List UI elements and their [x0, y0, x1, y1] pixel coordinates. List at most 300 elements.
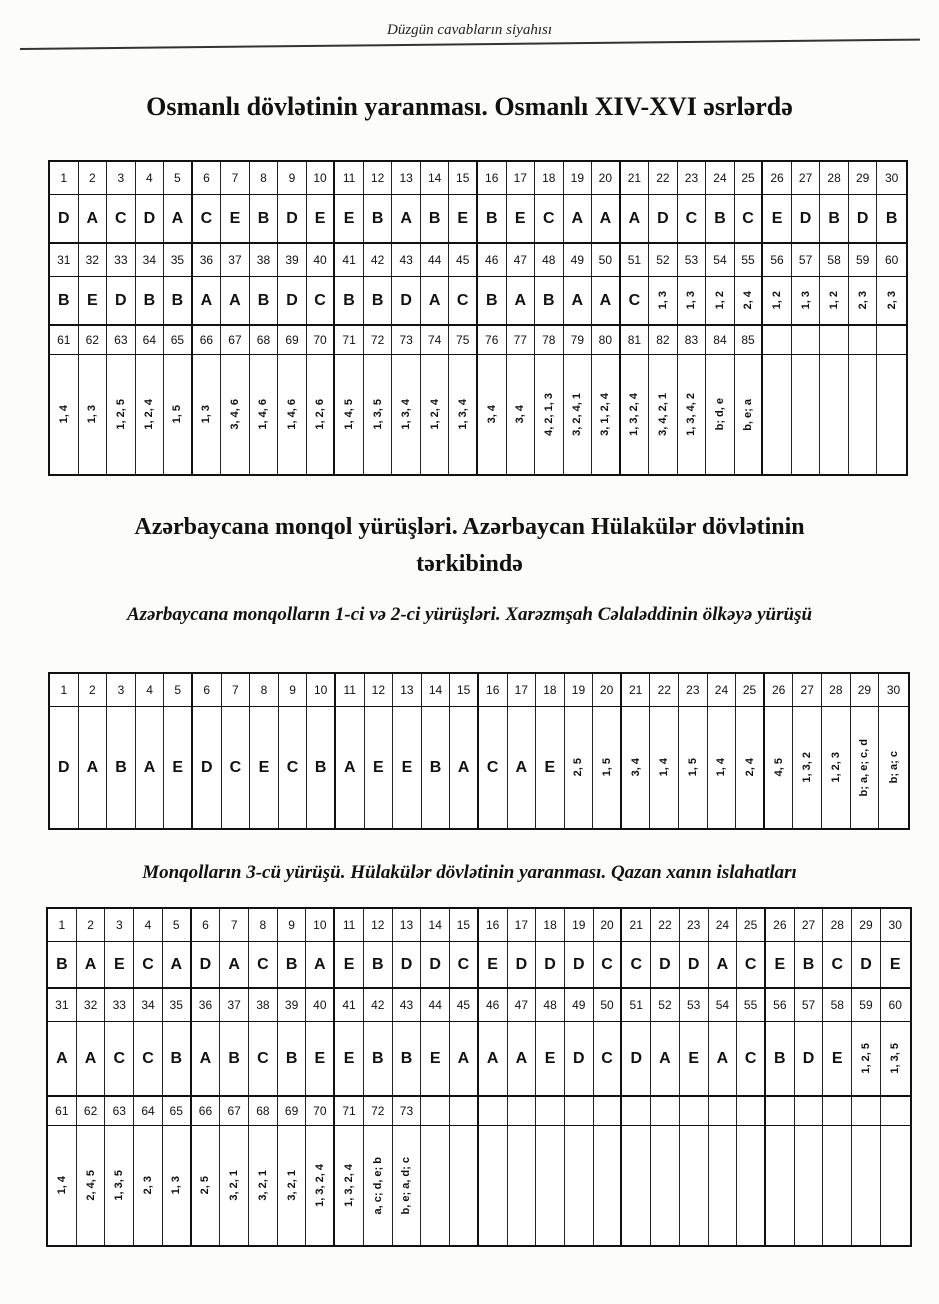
question-number: 21 — [628, 683, 643, 697]
question-number-cell — [795, 1097, 824, 1125]
answer-value: 1, 4, 5 — [343, 399, 356, 430]
question-number: 13 — [400, 683, 414, 697]
answer-value: E — [889, 955, 901, 973]
question-number-cell — [79, 162, 108, 194]
answer-cell — [450, 1022, 479, 1095]
question-number: 71 — [342, 333, 356, 347]
answer-cell — [795, 1022, 824, 1095]
question-number-cell — [335, 244, 364, 276]
question-number: 82 — [656, 333, 670, 347]
answer-cell — [307, 707, 336, 828]
answer-cell — [735, 195, 764, 242]
question-number-cell — [479, 1097, 508, 1125]
answer-value: 1, 3, 5 — [889, 1043, 902, 1074]
question-number-cell — [564, 162, 593, 194]
question-number: 8 — [260, 683, 268, 697]
answer-cell — [306, 942, 335, 987]
answer-value: B — [285, 1049, 298, 1067]
question-number: 59 — [855, 253, 870, 267]
answer-value: A — [86, 758, 99, 776]
question-number-cell — [594, 989, 623, 1021]
subsection-b-title: Monqolların 3-cü yürüşü. Hülakülər dövlətinin yaranması. Qazan xanın islahatları — [142, 862, 797, 883]
question-number: 31 — [57, 253, 71, 267]
question-number-cell — [249, 989, 278, 1021]
question-number: 15 — [456, 918, 471, 932]
question-number: 63 — [114, 333, 128, 347]
answer-cell — [164, 195, 193, 242]
question-number: 29 — [855, 171, 870, 185]
answer-cell — [478, 355, 507, 474]
answer-cell — [136, 707, 165, 828]
question-number: 48 — [542, 253, 556, 267]
question-number: 42 — [370, 253, 385, 267]
answer-value: 1, 2 — [713, 291, 726, 310]
question-number: 58 — [830, 998, 844, 1012]
answer-cell — [535, 195, 564, 242]
question-number: 73 — [399, 1104, 414, 1118]
question-number-cell — [134, 1097, 163, 1125]
answer-value: C — [457, 955, 470, 973]
question-number-cell — [737, 1097, 766, 1125]
question-number: 24 — [715, 918, 730, 932]
answer-cell — [220, 1022, 249, 1095]
question-number-cell — [250, 326, 279, 354]
answer-value: A — [428, 291, 441, 309]
answer-cell — [307, 355, 336, 474]
question-number-cell — [536, 674, 565, 706]
answer-cell — [565, 942, 594, 987]
answer-cell — [536, 1126, 565, 1245]
question-number: 64 — [142, 333, 157, 347]
answer-cell — [421, 355, 450, 474]
table-row — [48, 909, 910, 941]
question-number-cell — [565, 909, 594, 941]
question-number-cell — [536, 909, 565, 941]
question-number-cell — [792, 326, 821, 354]
question-number: 2 — [88, 171, 96, 185]
answer-cell — [763, 277, 792, 324]
answer-cell — [306, 1126, 335, 1245]
question-number-cell — [766, 1097, 795, 1125]
question-number: 10 — [313, 683, 328, 697]
question-number-cell — [820, 244, 849, 276]
answer-value: D — [657, 209, 669, 227]
question-number: 39 — [285, 253, 299, 267]
question-number-cell — [594, 909, 623, 941]
answer-cell — [881, 1022, 910, 1095]
answer-value: E — [343, 1049, 355, 1067]
header-rule — [20, 39, 920, 50]
question-number-cell — [820, 162, 849, 194]
question-number: 54 — [715, 998, 730, 1012]
answer-cell — [508, 1022, 537, 1095]
question-number: 35 — [170, 253, 185, 267]
question-number-cell — [221, 162, 250, 194]
answer-cell — [508, 1126, 537, 1245]
question-number: 81 — [627, 333, 642, 347]
answer-value: A — [571, 209, 584, 227]
answer-cell — [164, 707, 193, 828]
answer-cell — [393, 707, 422, 828]
question-number-cell — [852, 1097, 881, 1125]
question-number: 17 — [514, 683, 528, 697]
question-number-cell — [765, 674, 794, 706]
question-number-cell — [592, 162, 621, 194]
question-number: 53 — [684, 253, 699, 267]
question-number: 11 — [342, 171, 356, 185]
question-number-cell — [335, 909, 364, 941]
answer-value: E — [258, 758, 270, 776]
question-number: 23 — [686, 918, 701, 932]
answer-value: D — [143, 209, 156, 227]
answer-cell — [678, 195, 707, 242]
question-number: 60 — [884, 253, 899, 267]
question-number-cell — [222, 674, 251, 706]
answer-value: b, e; a, d; c — [400, 1156, 413, 1215]
question-number: 16 — [486, 683, 500, 697]
question-number-cell — [364, 162, 393, 194]
question-number: 74 — [427, 333, 442, 347]
question-number-cell — [792, 244, 821, 276]
answer-value: C — [744, 955, 757, 973]
answer-cell — [678, 277, 707, 324]
answer-value: B — [371, 291, 384, 309]
answer-cell — [193, 355, 222, 474]
answer-value: 3, 2, 4, 1 — [571, 393, 584, 436]
answer-cell — [249, 1126, 278, 1245]
table-row — [48, 1021, 910, 1095]
question-number: 64 — [141, 1104, 155, 1118]
table-row — [48, 941, 910, 987]
question-number: 44 — [427, 253, 442, 267]
answer-cell — [335, 277, 364, 324]
question-number: 19 — [572, 918, 586, 932]
question-number-cell — [706, 326, 735, 354]
question-number: 63 — [112, 1104, 126, 1118]
answer-cell — [105, 1126, 134, 1245]
question-number: 4 — [146, 171, 153, 185]
answer-value: D — [115, 291, 127, 309]
question-number-cell — [708, 674, 737, 706]
question-number-cell — [594, 1097, 623, 1125]
section1-answer-table — [48, 160, 908, 476]
answer-value: B — [371, 955, 384, 973]
answer-value: 1, 3, 4 — [400, 399, 413, 430]
question-number-cell — [709, 1097, 738, 1125]
answer-cell — [107, 277, 136, 324]
answer-value: a, c; d, e; b — [371, 1156, 384, 1215]
answer-cell — [564, 355, 593, 474]
question-number-cell — [795, 909, 824, 941]
question-number: 35 — [169, 998, 183, 1012]
answer-value: 1, 4, 6 — [257, 399, 270, 430]
question-number: 46 — [485, 253, 499, 267]
answer-value: 1, 5 — [600, 758, 613, 777]
question-number: 60 — [888, 998, 902, 1012]
question-number-cell — [820, 326, 849, 354]
answer-cell — [680, 1126, 709, 1245]
answer-cell — [220, 1126, 249, 1245]
answer-cell — [250, 707, 279, 828]
answer-value: 1, 3, 2, 4 — [628, 393, 641, 436]
answer-value: 1, 2, 4 — [143, 399, 156, 430]
question-number-cell — [823, 989, 852, 1021]
answer-cell — [852, 1022, 881, 1095]
question-number-cell — [736, 674, 765, 706]
answer-value: E — [429, 1049, 441, 1067]
answer-value: 1, 2 — [771, 291, 784, 310]
answer-value: D — [199, 955, 212, 973]
answer-value: B — [314, 758, 327, 776]
question-number: 54 — [713, 253, 727, 267]
question-number: 26 — [770, 171, 784, 185]
question-number-cell — [651, 909, 680, 941]
answer-value: B — [343, 291, 355, 309]
question-number-cell — [393, 909, 422, 941]
question-number: 36 — [198, 998, 213, 1012]
question-number-cell — [364, 989, 393, 1021]
answer-cell — [364, 1022, 393, 1095]
question-number: 70 — [313, 1104, 327, 1118]
question-number-cell — [479, 909, 508, 941]
table-row — [48, 1125, 910, 1245]
answer-cell — [592, 277, 621, 324]
question-number-cell — [649, 244, 678, 276]
answer-cell — [649, 355, 678, 474]
question-number-cell — [278, 989, 307, 1021]
answer-value: 1, 4 — [55, 1176, 68, 1195]
answer-cell — [622, 1022, 651, 1095]
question-number: 30 — [886, 683, 901, 697]
answer-cell — [193, 707, 222, 828]
question-number-cell — [364, 326, 393, 354]
question-number-cell — [622, 909, 651, 941]
answer-cell — [795, 942, 824, 987]
answer-cell — [79, 707, 108, 828]
question-number: 27 — [801, 918, 816, 932]
answer-value: D — [799, 209, 812, 227]
answer-value: A — [659, 1049, 671, 1067]
question-number-cell — [107, 162, 136, 194]
question-number-cell — [565, 989, 594, 1021]
answer-cell — [881, 942, 910, 987]
question-number-cell — [192, 989, 221, 1021]
question-number-cell — [852, 909, 881, 941]
question-number: 23 — [686, 683, 700, 697]
answer-cell — [107, 195, 136, 242]
answer-value: E — [401, 758, 413, 776]
question-number-cell — [392, 162, 421, 194]
answer-cell — [107, 355, 136, 474]
answer-value: B — [714, 209, 726, 227]
question-number-cell — [679, 674, 708, 706]
answer-value: 1, 3 — [685, 291, 698, 310]
answer-cell — [849, 195, 878, 242]
question-number: 25 — [743, 918, 758, 932]
question-number-cell — [622, 989, 651, 1021]
table-row — [50, 242, 906, 276]
question-number-cell — [136, 162, 165, 194]
question-number: 39 — [284, 998, 299, 1012]
answer-cell — [795, 1126, 824, 1245]
question-number: 15 — [456, 683, 471, 697]
question-number: 6 — [203, 683, 211, 697]
subsection-a-answer-table — [48, 672, 910, 830]
question-number-cell — [335, 989, 364, 1021]
answer-value: D — [515, 955, 528, 973]
answer-value: C — [286, 758, 299, 776]
answer-value: A — [229, 291, 241, 309]
answer-cell — [421, 1022, 450, 1095]
answer-value: 2, 3 — [142, 1176, 155, 1195]
answer-value: 1, 3, 5 — [113, 1170, 126, 1201]
answer-value: A — [84, 1049, 97, 1067]
question-number-cell — [651, 989, 680, 1021]
question-number-cell — [450, 989, 479, 1021]
answer-cell — [823, 1126, 852, 1245]
table-row — [50, 276, 906, 324]
answer-cell — [393, 1022, 422, 1095]
answer-cell — [335, 1022, 364, 1095]
answer-value: C — [601, 1049, 613, 1067]
answer-cell — [877, 355, 906, 474]
answer-value: 3, 2, 1 — [256, 1170, 269, 1201]
question-number: 77 — [513, 333, 527, 347]
answer-value: A — [314, 955, 326, 973]
answer-cell — [192, 1126, 221, 1245]
answer-value: D — [400, 291, 412, 309]
answer-cell — [852, 1126, 881, 1245]
question-number-cell — [678, 244, 707, 276]
answer-cell — [649, 195, 678, 242]
question-number: 61 — [57, 333, 71, 347]
answer-cell — [820, 355, 849, 474]
answer-cell — [192, 1022, 221, 1095]
question-number: 38 — [256, 998, 270, 1012]
question-number: 61 — [55, 1104, 69, 1118]
answer-cell — [393, 942, 422, 987]
question-number: 84 — [713, 333, 727, 347]
question-number-cell — [478, 326, 507, 354]
question-number-cell — [50, 326, 79, 354]
question-number-cell — [307, 326, 336, 354]
question-number: 24 — [713, 171, 727, 185]
answer-value: 3, 1, 2, 4 — [599, 393, 612, 436]
answer-value: 1, 3 — [656, 291, 669, 310]
answer-value: A — [228, 955, 240, 973]
question-number-cell — [881, 909, 910, 941]
question-number-cell — [278, 909, 307, 941]
answer-cell — [336, 707, 365, 828]
question-number: 19 — [571, 683, 586, 697]
question-number: 55 — [741, 253, 755, 267]
answer-cell — [48, 1126, 77, 1245]
answer-cell — [193, 195, 222, 242]
section2-title-line2: tərkibində — [416, 551, 523, 577]
answer-cell — [279, 707, 308, 828]
question-number-cell — [478, 244, 507, 276]
answer-value: C — [486, 758, 499, 776]
answer-value: 2, 3 — [885, 291, 898, 310]
answer-value: E — [343, 209, 355, 227]
question-number: 67 — [228, 333, 242, 347]
question-number-cell — [48, 909, 77, 941]
question-number: 72 — [371, 1104, 385, 1118]
question-number-cell — [164, 162, 193, 194]
question-number: 22 — [656, 171, 670, 185]
answer-value: D — [856, 209, 869, 227]
answer-cell — [849, 355, 878, 474]
question-number: 19 — [570, 171, 584, 185]
answer-value: 2, 3 — [856, 291, 869, 310]
question-number-cell — [421, 326, 450, 354]
question-number: 2 — [87, 918, 94, 932]
answer-cell — [449, 355, 478, 474]
question-number: 68 — [256, 333, 271, 347]
answer-value: C — [257, 1049, 269, 1067]
answer-value: D — [57, 209, 70, 227]
answer-value: E — [544, 1049, 556, 1067]
question-number-cell — [77, 909, 106, 941]
answer-value: E — [314, 1049, 326, 1067]
question-number-cell — [877, 326, 906, 354]
answer-cell — [766, 942, 795, 987]
question-number: 62 — [85, 333, 99, 347]
answer-cell — [849, 277, 878, 324]
answer-value: A — [86, 209, 99, 227]
question-number-cell — [193, 674, 222, 706]
answer-value: A — [200, 291, 213, 309]
question-number: 29 — [859, 918, 873, 932]
question-number-cell — [622, 1097, 651, 1125]
answer-value: B — [115, 758, 127, 776]
answer-value: 1, 3, 2, 4 — [343, 1164, 356, 1207]
question-number-cell — [335, 162, 364, 194]
answer-value: D — [200, 758, 213, 776]
question-number: 8 — [260, 171, 267, 185]
question-number: 48 — [543, 998, 557, 1012]
answer-cell — [594, 1022, 623, 1095]
answer-cell — [592, 195, 621, 242]
answer-cell — [249, 942, 278, 987]
question-number: 12 — [370, 171, 385, 185]
answer-cell — [621, 277, 650, 324]
question-number-cell — [365, 674, 394, 706]
answer-cell — [651, 1126, 680, 1245]
question-number: 3 — [115, 918, 123, 932]
answer-value: B — [257, 209, 270, 227]
question-number: 21 — [629, 918, 643, 932]
question-number-cell — [536, 1097, 565, 1125]
answer-value: C — [630, 955, 643, 973]
answer-value: 1, 2 — [828, 291, 841, 310]
answer-cell — [735, 277, 764, 324]
answer-value: E — [343, 955, 355, 973]
question-number: 72 — [370, 333, 385, 347]
answer-cell — [421, 1126, 450, 1245]
answer-value: C — [685, 209, 698, 227]
question-number-cell — [306, 909, 335, 941]
question-number-cell — [393, 989, 422, 1021]
answer-cell — [105, 1022, 134, 1095]
answer-cell — [335, 942, 364, 987]
question-number: 14 — [427, 171, 442, 185]
question-number-cell — [278, 162, 307, 194]
table-row — [50, 706, 908, 828]
answer-value: A — [515, 1049, 528, 1067]
answer-value: 1, 4 — [715, 758, 728, 777]
answer-value: B — [171, 291, 184, 309]
